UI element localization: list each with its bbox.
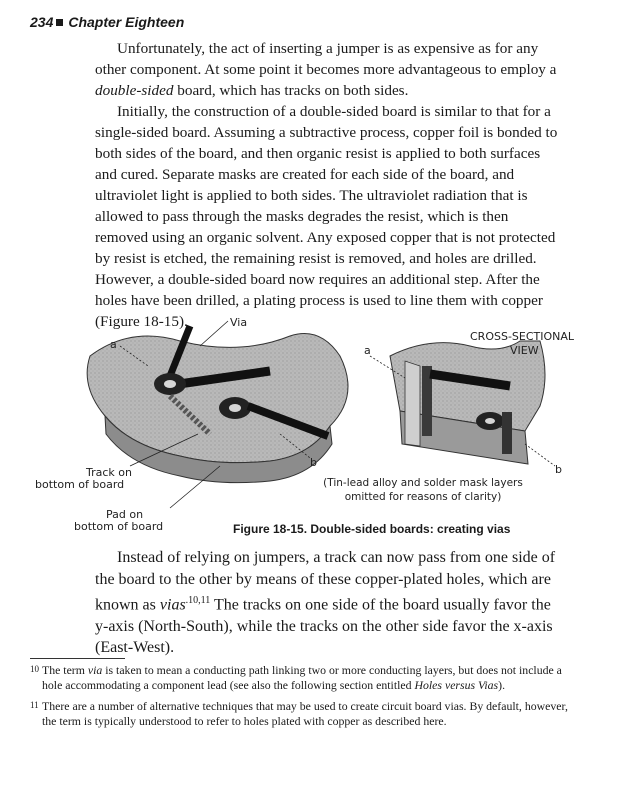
paragraph-2: Initially, the construction of a double-sided board is similar to that for a single-sided board. Assuming a subtractive process, copper foil is bonded to both sides of the board, and then organic resist is applied to both surfaces and cured. Separate masks are created for each side of the board, and ultraviolet light is applied to both sides. The ultraviolet radiation that is allowed to pass through the masks degrades the resist, which is then removed using an organic solvent. Any exposed copper that is not protected by resist is etched, the remaining resist is removed, and holes are drilled. However, a double-sided board now requires an additional step. After the holes have been drilled, a plating process is used to line them with copper (Figure 18-15). — [95, 103, 558, 330]
figure-note: (Tin-lead alloy and solder mask layers omitted for reasons of clarity) — [323, 477, 523, 503]
footnote-10: 10 The term via is taken to mean a conducting path linking two or more conducting layers, but does not include a hole accommodating a component lead (see also the following section entitled Holes versus Vias). — [30, 663, 562, 692]
pointer-b-right — [525, 444, 555, 466]
label-track-2: bottom of board — [35, 478, 125, 491]
body-text-top — [95, 38, 565, 332]
footnote-number: 10 — [30, 664, 39, 674]
cross-via-hole — [485, 418, 495, 424]
chapter-title: Chapter Eighteen — [68, 14, 185, 30]
label-pad-1: Pad on — [106, 508, 144, 521]
label-b-left: b — [310, 456, 317, 469]
label-via: Via — [230, 316, 248, 329]
footnote-ref: .10,11 — [185, 595, 211, 606]
via-hole-2 — [229, 404, 241, 412]
footnote-rule — [30, 658, 125, 659]
square-bullet-icon — [56, 19, 63, 26]
label-cross-sectional: CROSS-SECTIONAL — [470, 330, 575, 343]
emphasis-vias: vias — [159, 596, 186, 614]
figure-18-15 — [35, 316, 590, 546]
footnotes — [30, 663, 580, 735]
paragraph-1: Unfortunately, the act of inserting a jumper is as expensive as for any other component. At some point it becomes more advantageous to employ a double-sided board, which has tracks on both sides. — [95, 40, 557, 99]
cross-plating-right — [502, 412, 512, 454]
paragraph-3: Instead of relying on jumpers, a track can now pass from one side of the board to the other by means of these copper-plated holes, which are known as vias$^{.10,11}$ The tracks on one side of the board usually favor the y-axis (North-South), while the tracks on the other side favor the x-axis (East-West). — [95, 549, 556, 657]
emphasis-double-sided: double-sided — [95, 82, 174, 99]
pointer-via — [200, 321, 228, 346]
figure-caption: Figure 18-15. Double-sided boards: creating vias — [233, 522, 511, 536]
cross-section-cut-face — [405, 361, 420, 446]
page-number: 234 — [30, 14, 54, 30]
label-b-right: b — [555, 463, 562, 476]
via-hole-1 — [164, 380, 176, 388]
label-pad-2: bottom of board — [74, 520, 164, 533]
label-track-1: Track on — [86, 466, 132, 479]
label-view: VIEW — [510, 344, 539, 357]
body-text-bottom — [95, 547, 565, 659]
label-a-right: a — [364, 344, 371, 357]
label-a-left: a — [110, 338, 117, 351]
footnote-number: 11 — [30, 700, 39, 710]
footnote-11: 11 There are a number of alternative techniques that may be used to create circuit board vias. By default, however, the term is typically understood to refer to holes plated with copper as described here. — [30, 699, 568, 728]
running-header — [30, 14, 184, 30]
